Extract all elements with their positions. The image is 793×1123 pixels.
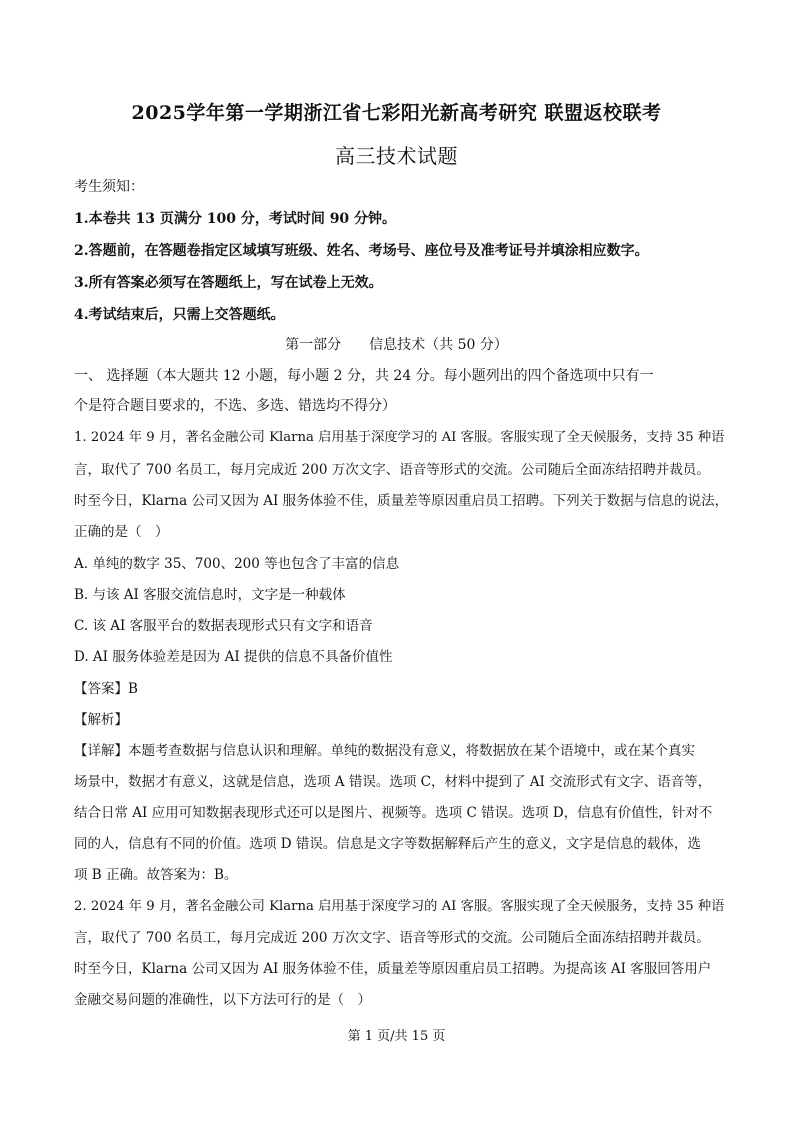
notice-item: 4.考试结束后，只需上交答题纸。 [74, 307, 285, 323]
question-1-text: 1. 2024 年 9 月，著名金融公司 Klarna 启用基于深度学习的 AI 客服。客服实现了全天候服务，支持 35 种语 [74, 430, 725, 445]
notice-item: 3.所有答案必须写在答题纸上，写在试卷上无效。 [74, 275, 383, 291]
question-2-text: 言，取代了 700 名员工，每月完成近 200 万次文字、语音等形式的交流。公司随后全面冻结招聘并裁员。 [74, 930, 710, 946]
notice-item: 2.答题前，在答题卷指定区域填写班级、姓名、考场号、座位号及准考证号并填涂相应数字。 [74, 243, 649, 259]
question-2-text: 2. 2024 年 9 月，著名金融公司 Klarna 启用基于深度学习的 AI 客服。客服实现了全天候服务，支持 35 种语 [74, 899, 725, 914]
exam-title: 2025学年第一学期浙江省七彩阳光新高考研究 联盟返校联考 [131, 102, 662, 124]
question-1-option-a: A. 单纯的数字 35、700、200 等也包含了丰富的信息 [74, 556, 400, 572]
notice-heading: 考生须知： [74, 179, 144, 195]
question-2-text: 时至今日，Klarna 公司又因为 AI 服务体验不佳，质量差等原因重启员工招聘。为提高该 AI 客服回答用户 [74, 961, 712, 977]
question-1-text: 时至今日，Klarna 公司又因为 AI 服务体验不佳，质量差等原因重启员工招聘。下列关于数据与信息的说法， [74, 493, 729, 509]
question-1-answer: 【答案】B [74, 681, 138, 697]
notice-item: 1.本卷共 13 页满分 100 分，考试时间 90 分钟。 [74, 211, 397, 227]
section-instructions: 一、 选择题（本大题共 12 小题，每小题 2 分，共 24 分。每小题列出的四个备选项中只有一 [74, 368, 654, 384]
question-1-text: 言，取代了 700 名员工，每月完成近 200 万次文字、语音等形式的交流。公司随后全面冻结招聘并裁员。 [74, 462, 710, 478]
section-instructions-cont: 个是符合题目要求的，不选、多选、错选均不得分） [74, 398, 396, 414]
question-1-detail: 【详解】本题考查数据与信息认识和理解。单纯的数据没有意义，将数据放在某个语境中，或在某个真实 [74, 743, 695, 759]
question-2-text: 金融交易问题的准确性，以下方法可行的是（ ） [74, 992, 371, 1008]
part-heading: 第一部分 信息技术（共 50 分） [285, 337, 508, 353]
question-1-analysis-label: 【解析】 [74, 712, 128, 728]
question-1-option-d: D. AI 服务体验差是因为 AI 提供的信息不具备价值性 [74, 649, 393, 665]
question-1-text: 正确的是（ ） [74, 524, 169, 540]
question-1-option-b: B. 与该 AI 客服交流信息时，文字是一种载体 [74, 587, 346, 603]
page-footer: 第 1 页/共 15 页 [347, 1029, 446, 1044]
question-1-option-c: C. 该 AI 客服平台的数据表现形式只有文字和语音 [74, 618, 373, 634]
question-1-detail: 结合日常 AI 应用可知数据表现形式还可以是图片、视频等。选项 C 错误。选项 D，信息有价值性，针对不 [74, 805, 713, 821]
question-1-detail: 场景中，数据才有意义，这就是信息，选项 A 错误。选项 C，材料中提到了 AI 交流形式有文字、语音等， [74, 774, 712, 790]
exam-subtitle: 高三技术试题 [335, 144, 458, 168]
question-1-detail: 项 B 正确。故答案为：B。 [74, 867, 238, 883]
question-1-detail: 同的人，信息有不同的价值。选项 D 错误。信息是文字等数据解释后产生的意义，文字是信息的载体，选 [74, 836, 701, 852]
